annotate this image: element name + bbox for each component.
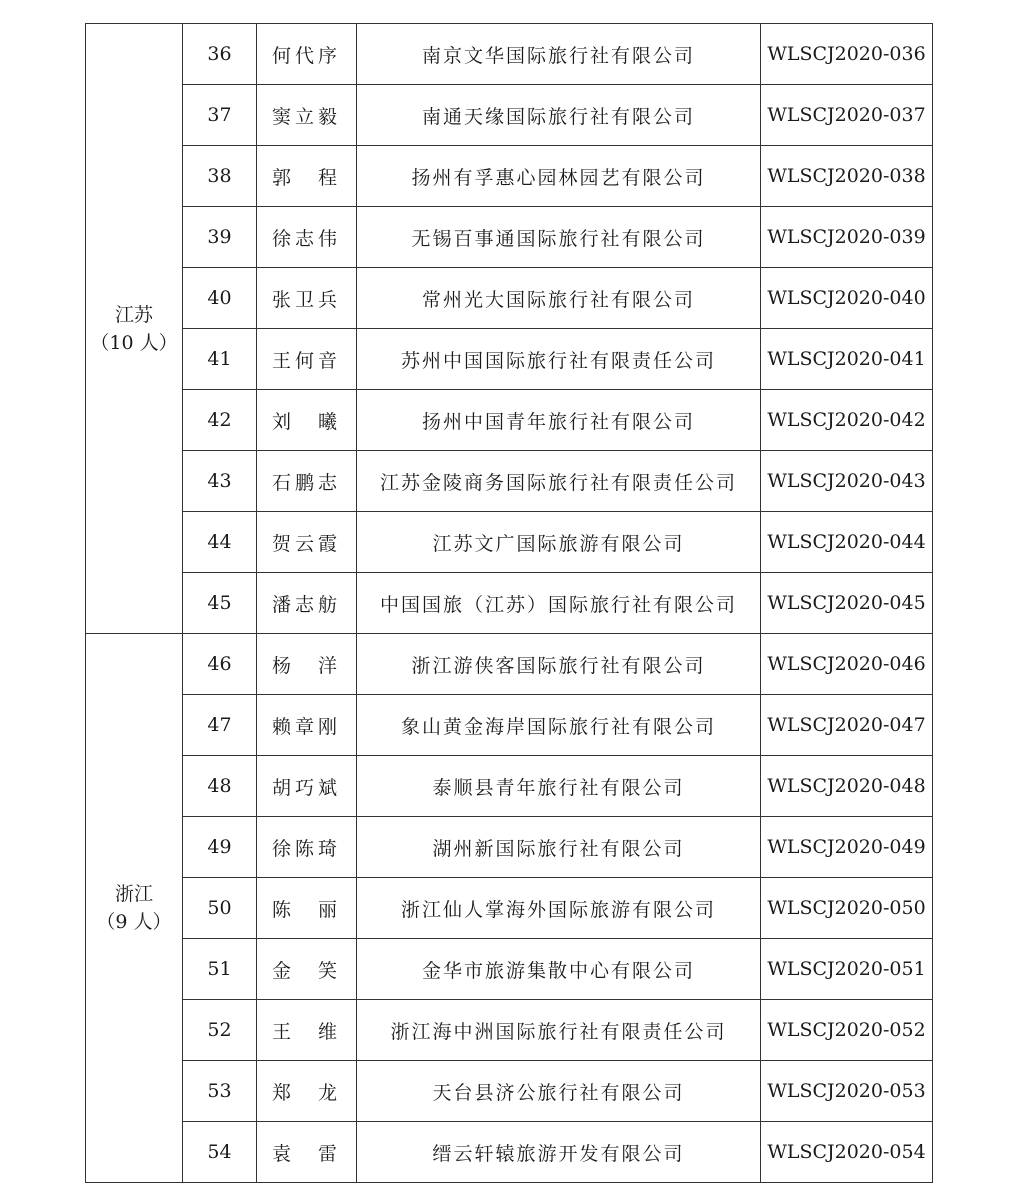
person-name: 窦立毅 — [271, 105, 341, 128]
certificate-number: WLSCJ2020-051 — [767, 958, 926, 980]
person-name: 徐陈琦 — [271, 837, 341, 860]
row-number-cell — [183, 512, 257, 573]
row-number: 51 — [207, 958, 232, 980]
certificate-number-cell — [761, 939, 933, 1000]
certificate-number: WLSCJ2020-052 — [767, 1019, 926, 1041]
row-number: 47 — [207, 714, 232, 736]
person-name: 赖章刚 — [271, 715, 341, 738]
person-name-cell — [257, 573, 357, 634]
company-name: 苏州中国国际旅行社有限责任公司 — [400, 349, 716, 372]
person-name: 郭 程 — [271, 166, 341, 189]
certificate-number-cell — [761, 512, 933, 573]
company-name: 南京文华国际旅行社有限公司 — [421, 44, 695, 67]
company-name-cell — [357, 695, 761, 756]
row-number-cell — [183, 878, 257, 939]
row-number-cell — [183, 695, 257, 756]
person-name-cell — [257, 1000, 357, 1061]
certificate-number: WLSCJ2020-054 — [767, 1141, 926, 1163]
person-name-cell — [257, 451, 357, 512]
person-name-cell — [257, 390, 357, 451]
row-number-cell — [183, 329, 257, 390]
person-name: 杨 洋 — [271, 654, 341, 677]
row-number: 50 — [207, 897, 232, 919]
row-number-cell — [183, 1061, 257, 1122]
company-name-cell — [357, 85, 761, 146]
region-count: （9 人） — [96, 911, 172, 933]
person-name: 袁 雷 — [271, 1142, 341, 1165]
person-name: 金 笑 — [271, 959, 341, 982]
certificate-number: WLSCJ2020-050 — [767, 897, 926, 919]
company-name-cell — [357, 878, 761, 939]
company-name-cell — [357, 451, 761, 512]
certificate-number: WLSCJ2020-044 — [767, 531, 926, 553]
person-name: 王 维 — [271, 1020, 341, 1043]
company-name-cell — [357, 146, 761, 207]
row-number: 46 — [207, 653, 232, 675]
company-name-cell — [357, 573, 761, 634]
roster-body — [86, 24, 933, 1183]
company-name: 扬州有孚惠心园林园艺有限公司 — [411, 166, 706, 189]
roster-table — [85, 23, 933, 1183]
person-name-cell — [257, 85, 357, 146]
row-number: 44 — [207, 531, 232, 553]
row-number: 36 — [207, 43, 232, 65]
row-number: 52 — [207, 1019, 232, 1041]
certificate-number: WLSCJ2020-039 — [767, 226, 926, 248]
region-name: 浙江 — [114, 883, 153, 905]
company-name: 天台县济公旅行社有限公司 — [432, 1081, 685, 1104]
row-number-cell — [183, 85, 257, 146]
person-name: 贺云霞 — [271, 532, 341, 555]
certificate-number: WLSCJ2020-053 — [767, 1080, 926, 1102]
certificate-number-cell — [761, 1061, 933, 1122]
table-row — [86, 1000, 933, 1061]
certificate-number-cell — [761, 573, 933, 634]
certificate-number-cell — [761, 817, 933, 878]
certificate-number: WLSCJ2020-047 — [767, 714, 926, 736]
row-number: 39 — [207, 226, 232, 248]
company-name-cell — [357, 390, 761, 451]
company-name-cell — [357, 512, 761, 573]
row-number-cell — [183, 390, 257, 451]
company-name-cell — [357, 817, 761, 878]
certificate-number: WLSCJ2020-041 — [767, 348, 926, 370]
row-number-cell — [183, 634, 257, 695]
person-name: 何代序 — [271, 44, 341, 67]
row-number-cell — [183, 268, 257, 329]
certificate-number: WLSCJ2020-048 — [767, 775, 926, 797]
person-name: 徐志伟 — [271, 227, 341, 250]
certificate-number-cell — [761, 695, 933, 756]
person-name-cell — [257, 939, 357, 1000]
company-name: 常州光大国际旅行社有限公司 — [421, 288, 695, 311]
company-name: 浙江游侠客国际旅行社有限公司 — [411, 654, 706, 677]
certificate-number-cell — [761, 268, 933, 329]
person-name: 胡巧斌 — [271, 776, 341, 799]
row-number: 40 — [207, 287, 232, 309]
company-name-cell — [357, 329, 761, 390]
row-number-cell — [183, 1122, 257, 1183]
company-name: 浙江仙人掌海外国际旅游有限公司 — [400, 898, 716, 921]
row-number-cell — [183, 817, 257, 878]
table-row — [86, 207, 933, 268]
table-row — [86, 1122, 933, 1183]
company-name-cell — [357, 1000, 761, 1061]
certificate-number: WLSCJ2020-037 — [767, 104, 926, 126]
table-row — [86, 1061, 933, 1122]
certificate-number: WLSCJ2020-049 — [767, 836, 926, 858]
company-name-cell — [357, 1122, 761, 1183]
company-name-cell — [357, 634, 761, 695]
company-name-cell — [357, 207, 761, 268]
company-name-cell — [357, 939, 761, 1000]
certificate-number: WLSCJ2020-043 — [767, 470, 926, 492]
table-row — [86, 756, 933, 817]
company-name: 浙江海中洲国际旅行社有限责任公司 — [390, 1020, 727, 1043]
company-name: 金华市旅游集散中心有限公司 — [421, 959, 695, 982]
person-name-cell — [257, 512, 357, 573]
person-name-cell — [257, 817, 357, 878]
person-name-cell — [257, 268, 357, 329]
table-row — [86, 451, 933, 512]
company-name: 江苏金陵商务国际旅行社有限责任公司 — [379, 471, 737, 494]
person-name: 潘志舫 — [271, 593, 341, 616]
certificate-number-cell — [761, 146, 933, 207]
row-number-cell — [183, 207, 257, 268]
certificate-number-cell — [761, 756, 933, 817]
table-row — [86, 817, 933, 878]
person-name-cell — [257, 1061, 357, 1122]
certificate-number: WLSCJ2020-036 — [767, 43, 926, 65]
table-row — [86, 512, 933, 573]
certificate-number: WLSCJ2020-038 — [767, 165, 926, 187]
person-name-cell — [257, 1122, 357, 1183]
person-name: 石鹏志 — [271, 471, 341, 494]
company-name: 泰顺县青年旅行社有限公司 — [432, 776, 685, 799]
row-number: 38 — [207, 165, 232, 187]
row-number: 45 — [207, 592, 232, 614]
row-number-cell — [183, 756, 257, 817]
table-row — [86, 573, 933, 634]
certificate-number: WLSCJ2020-045 — [767, 592, 926, 614]
company-name: 江苏文广国际旅游有限公司 — [432, 532, 685, 555]
company-name: 无锡百事通国际旅行社有限公司 — [411, 227, 706, 250]
certificate-number-cell — [761, 85, 933, 146]
certificate-number: WLSCJ2020-046 — [767, 653, 926, 675]
company-name-cell — [357, 1061, 761, 1122]
table-row — [86, 85, 933, 146]
certificate-number-cell — [761, 878, 933, 939]
table-row — [86, 878, 933, 939]
company-name-cell — [357, 268, 761, 329]
region-count: （10 人） — [90, 331, 178, 354]
company-name: 中国国旅（江苏）国际旅行社有限公司 — [379, 593, 737, 616]
table-row — [86, 146, 933, 207]
table-row — [86, 268, 933, 329]
certificate-number-cell — [761, 1122, 933, 1183]
table-row — [86, 695, 933, 756]
certificate-number-cell — [761, 207, 933, 268]
certificate-number-cell — [761, 451, 933, 512]
row-number-cell — [183, 451, 257, 512]
certificate-number-cell — [761, 329, 933, 390]
person-name-cell — [257, 24, 357, 85]
row-number-cell — [183, 24, 257, 85]
row-number: 53 — [207, 1080, 232, 1102]
company-name: 扬州中国青年旅行社有限公司 — [421, 410, 695, 433]
region-name: 江苏 — [114, 303, 153, 326]
row-number-cell — [183, 573, 257, 634]
person-name: 陈 丽 — [271, 898, 341, 921]
region-cell — [86, 634, 183, 1183]
row-number: 43 — [207, 470, 232, 492]
table-row — [86, 390, 933, 451]
certificate-number-cell — [761, 390, 933, 451]
company-name: 象山黄金海岸国际旅行社有限公司 — [400, 715, 716, 738]
row-number: 48 — [207, 775, 232, 797]
row-number-cell — [183, 1000, 257, 1061]
row-number: 49 — [207, 836, 232, 858]
table-row — [86, 24, 933, 85]
person-name-cell — [257, 207, 357, 268]
row-number: 37 — [207, 104, 232, 126]
row-number: 41 — [207, 348, 232, 370]
person-name-cell — [257, 146, 357, 207]
certificate-number-cell — [761, 1000, 933, 1061]
company-name: 湖州新国际旅行社有限公司 — [432, 837, 685, 860]
person-name: 郑 龙 — [271, 1081, 341, 1104]
table-row — [86, 939, 933, 1000]
person-name: 刘 曦 — [271, 410, 341, 433]
company-name-cell — [357, 24, 761, 85]
person-name-cell — [257, 329, 357, 390]
certificate-number-cell — [761, 634, 933, 695]
person-name-cell — [257, 878, 357, 939]
region-cell — [86, 24, 183, 634]
table-row — [86, 329, 933, 390]
row-number: 42 — [207, 409, 232, 431]
row-number-cell — [183, 939, 257, 1000]
person-name-cell — [257, 634, 357, 695]
certificate-number-cell — [761, 24, 933, 85]
table-row — [86, 634, 933, 695]
company-name: 南通天缘国际旅行社有限公司 — [421, 105, 695, 128]
person-name: 张卫兵 — [271, 288, 341, 311]
row-number: 54 — [207, 1141, 232, 1163]
person-name: 王何音 — [271, 349, 341, 372]
person-name-cell — [257, 756, 357, 817]
person-name-cell — [257, 695, 357, 756]
company-name: 缙云轩辕旅游开发有限公司 — [432, 1142, 685, 1165]
certificate-number: WLSCJ2020-040 — [767, 287, 926, 309]
company-name-cell — [357, 756, 761, 817]
certificate-number: WLSCJ2020-042 — [767, 409, 926, 431]
row-number-cell — [183, 146, 257, 207]
